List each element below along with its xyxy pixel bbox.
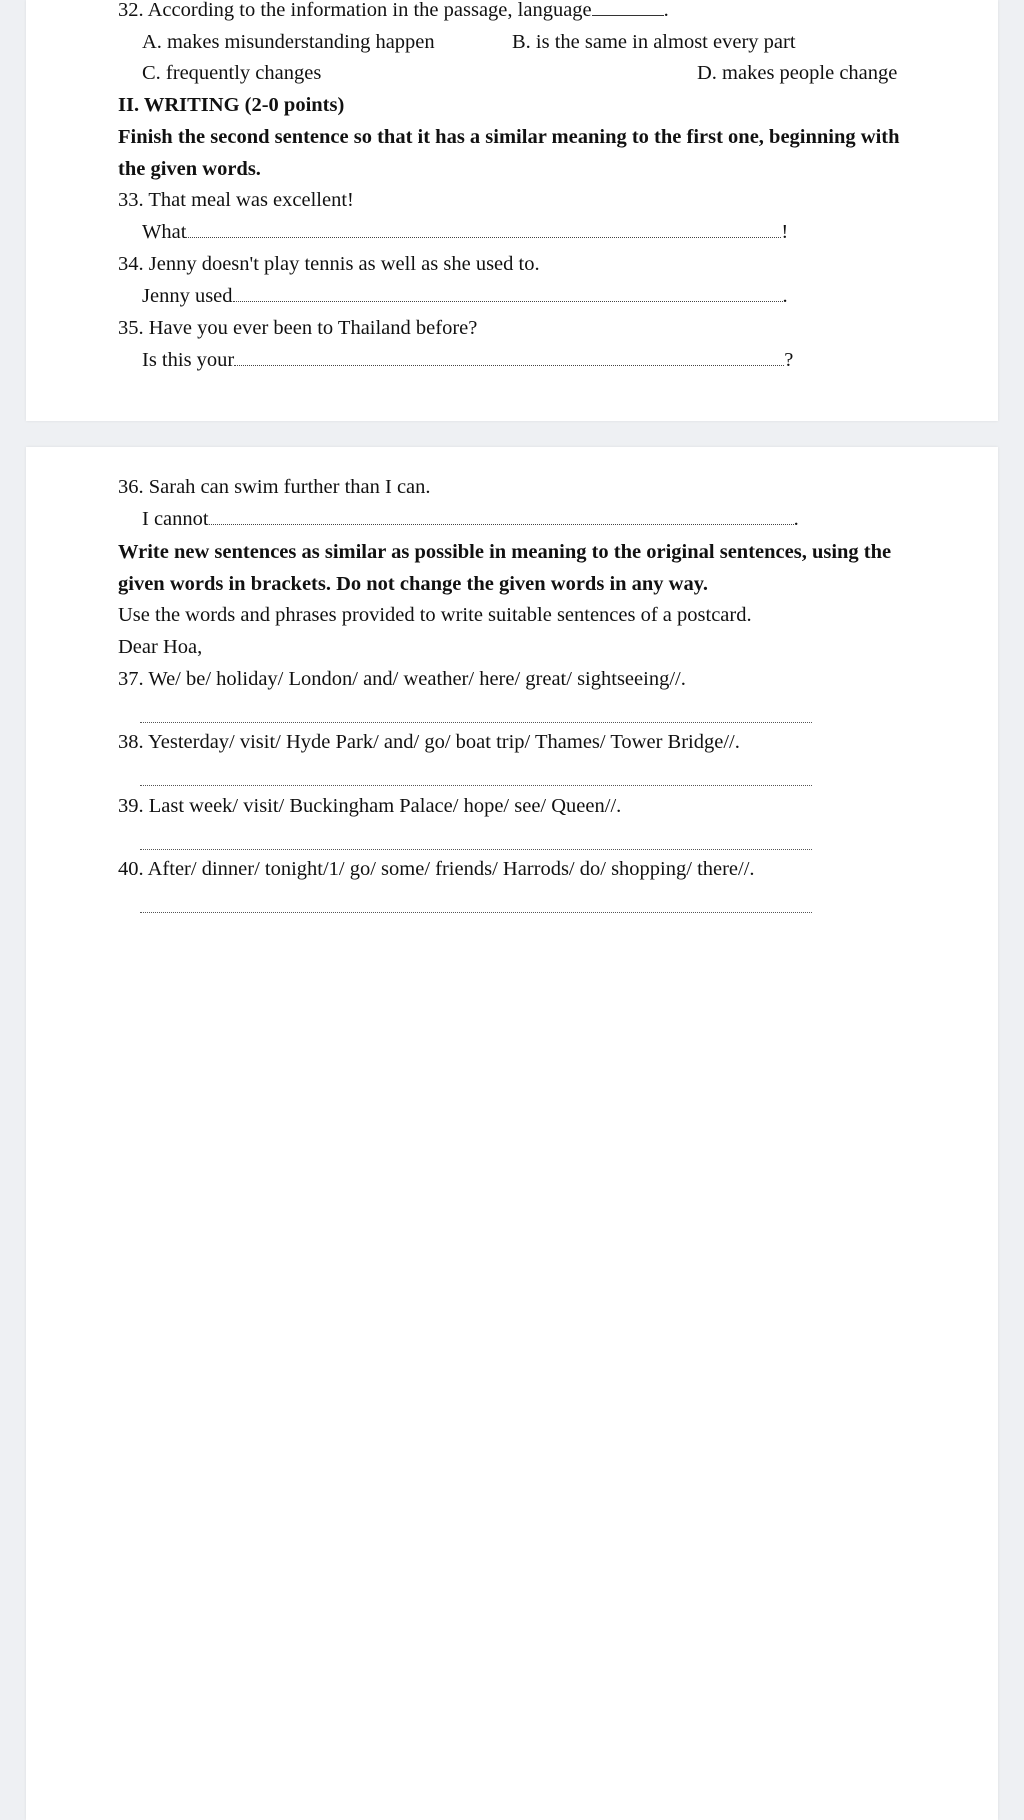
section-heading-writing: II. WRITING (2-0 points) xyxy=(118,94,345,116)
question-32-option-c: C. frequently changes xyxy=(142,62,322,84)
question-33-blank xyxy=(186,219,781,238)
question-36-answer xyxy=(142,506,799,532)
question-32 xyxy=(118,0,669,23)
question-34-prompt: 34. Jenny doesn't play tennis as well as she used to. xyxy=(118,253,540,275)
question-37-prompt: 37. We/ be/ holiday/ London/ and/ weather/ here/ great/ sightseeing//. xyxy=(118,668,686,690)
question-33-answer xyxy=(142,219,788,245)
question-33-prompt: 33. That meal was excellent! xyxy=(118,189,354,211)
worksheet-page-1 xyxy=(26,0,998,421)
postcard-greeting: Dear Hoa, xyxy=(118,636,203,658)
question-36-blank xyxy=(209,506,794,525)
question-32-option-a: A. makes misunderstanding happen xyxy=(142,31,435,53)
question-33-start: What xyxy=(142,221,187,243)
question-32-end-mark: . xyxy=(663,0,669,21)
question-35-start: Is this your xyxy=(142,349,235,371)
question-38-answer-line xyxy=(140,785,812,786)
question-36-prompt: 36. Sarah can swim further than I can. xyxy=(118,476,431,498)
question-32-option-d: D. makes people change xyxy=(697,62,898,84)
question-40-answer-line xyxy=(140,912,812,913)
question-34-end-mark: . xyxy=(782,285,788,307)
question-35-blank xyxy=(234,347,784,366)
writing-instruction-line-1: Finish the second sentence so that it has a similar meaning to the first one, beginning with xyxy=(118,126,900,148)
question-34-answer xyxy=(142,283,788,309)
writing-instruction-line-2: the given words. xyxy=(118,158,261,180)
question-39-prompt: 39. Last week/ visit/ Buckingham Palace/ hope/ see/ Queen//. xyxy=(118,795,622,817)
question-32-option-b: B. is the same in almost every part xyxy=(512,31,796,53)
question-35-answer xyxy=(142,347,793,373)
worksheet-page-2 xyxy=(26,447,998,1820)
question-32-prompt: 32. According to the information in the passage, language xyxy=(118,0,592,21)
question-38-prompt: 38. Yesterday/ visit/ Hyde Park/ and/ go/ boat trip/ Thames/ Tower Bridge//. xyxy=(118,731,740,753)
question-34-blank xyxy=(233,283,783,302)
rewrite-instruction-line-2: given words in brackets. Do not change the given words in any way. xyxy=(118,573,708,595)
question-37-answer-line xyxy=(140,722,812,723)
question-36-end-mark: . xyxy=(793,508,799,530)
rewrite-instruction-line-1: Write new sentences as similar as possible in meaning to the original sentences, using the xyxy=(118,541,892,563)
question-32-blank xyxy=(592,0,664,16)
question-34-start: Jenny used xyxy=(142,285,233,307)
question-35-end-mark: ? xyxy=(784,349,794,371)
postcard-instruction: Use the words and phrases provided to write suitable sentences of a postcard. xyxy=(118,604,752,626)
question-40-prompt: 40. After/ dinner/ tonight/1/ go/ some/ friends/ Harrods/ do/ shopping/ there//. xyxy=(118,858,755,880)
question-39-answer-line xyxy=(140,849,812,850)
question-33-end-mark: ! xyxy=(781,221,789,243)
question-35-prompt: 35. Have you ever been to Thailand before? xyxy=(118,317,478,339)
question-36-start: I cannot xyxy=(142,508,209,530)
